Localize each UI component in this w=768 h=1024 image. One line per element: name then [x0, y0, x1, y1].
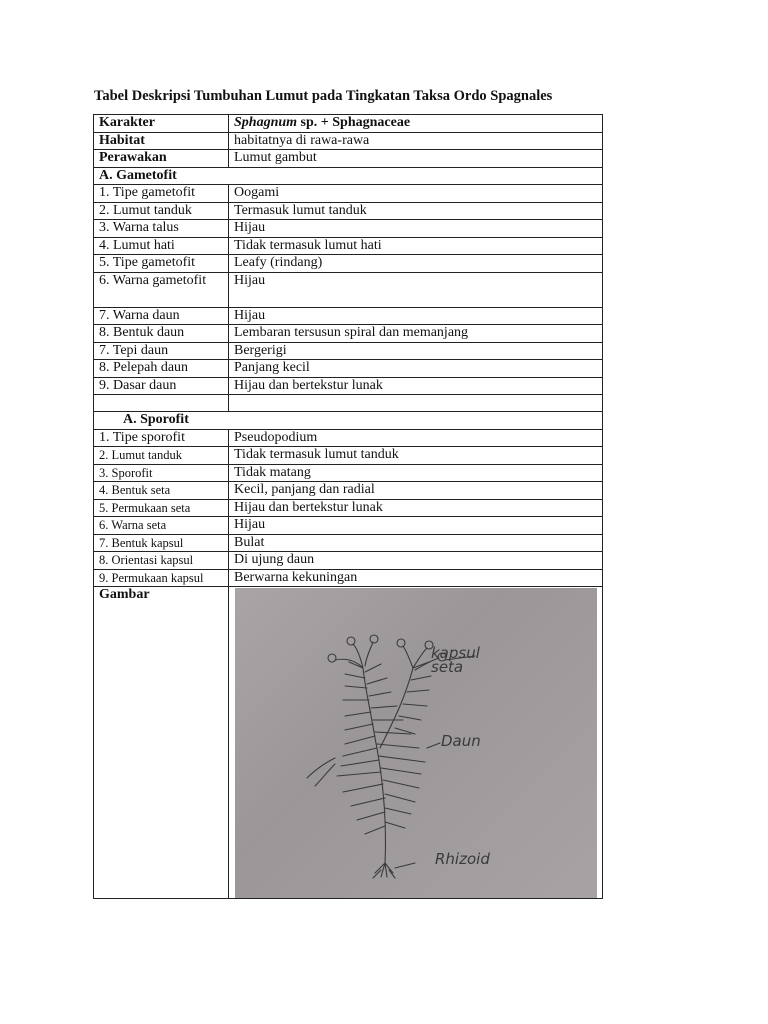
row-label: 7. Tepi daun — [94, 342, 229, 360]
row-value: Berwarna kekuningan — [229, 569, 603, 587]
table-row — [94, 464, 603, 482]
table-row — [94, 342, 603, 360]
row-label: 5. Permukaan seta — [94, 499, 229, 517]
row-label: 2. Lumut tanduk — [94, 202, 229, 220]
table-row — [94, 517, 603, 535]
row-value: Hijau — [229, 272, 603, 307]
capsule — [397, 639, 405, 647]
row-value: Termasuk lumut tanduk — [229, 202, 603, 220]
row-value: Lumut gambut — [229, 150, 603, 168]
seta — [403, 646, 413, 668]
row-label: 7. Warna daun — [94, 307, 229, 325]
row-value: Hijau — [229, 220, 603, 238]
row-value: Leafy (rindang) — [229, 255, 603, 273]
row-label: 8. Bentuk daun — [94, 325, 229, 343]
moss-sketch-photo — [235, 588, 597, 899]
taxon-rest: sp. + Sphagnaceae — [297, 115, 411, 130]
row-value: Di ujung daun — [229, 552, 603, 570]
table-row — [94, 377, 603, 395]
row-value: habitatnya di rawa-rawa — [229, 132, 603, 150]
row-value: Tidak termasuk lumut tanduk — [229, 447, 603, 465]
section-heading-gametofit: A. Gametofit — [94, 167, 603, 185]
label-daun: Daun — [441, 732, 481, 750]
row-label: Habitat — [94, 132, 229, 150]
leaf-cluster — [365, 664, 425, 828]
genus-name: Sphagnum — [234, 115, 298, 130]
table-row — [94, 185, 603, 203]
table-row — [94, 325, 603, 343]
row-label: 8. Orientasi kapsul — [94, 552, 229, 570]
table-row — [94, 569, 603, 587]
row-value: Kecil, panjang dan radial — [229, 482, 603, 500]
table-row — [94, 132, 603, 150]
table-row — [94, 482, 603, 500]
table-row — [94, 534, 603, 552]
table-row — [94, 552, 603, 570]
table-header-row — [94, 115, 603, 133]
row-label: 3. Warna talus — [94, 220, 229, 238]
blank-row — [94, 395, 603, 412]
row-label: 4. Bentuk seta — [94, 482, 229, 500]
table-row — [94, 150, 603, 168]
header-taxon — [229, 115, 603, 133]
table-row — [94, 237, 603, 255]
table-row — [94, 202, 603, 220]
row-label: 6. Warna gametofit — [94, 272, 229, 307]
label-seta: seta — [431, 658, 464, 676]
row-value: Panjang kecil — [229, 360, 603, 378]
leaf-cluster — [307, 758, 335, 786]
row-label: 8. Pelepah daun — [94, 360, 229, 378]
row-value: Oogami — [229, 185, 603, 203]
row-label: 9. Dasar daun — [94, 377, 229, 395]
capsule — [370, 635, 378, 643]
table-row — [94, 272, 603, 307]
description-table — [93, 114, 603, 899]
row-value: Tidak matang — [229, 464, 603, 482]
row-value: Bulat — [229, 534, 603, 552]
row-label: 1. Tipe gametofit — [94, 185, 229, 203]
table-row — [94, 360, 603, 378]
gambar-label: Gambar — [94, 587, 229, 899]
leaf-cluster — [337, 662, 385, 834]
row-value: Hijau — [229, 307, 603, 325]
row-label: 6. Warna seta — [94, 517, 229, 535]
row-value: Bergerigi — [229, 342, 603, 360]
header-karakter: Karakter — [94, 115, 229, 133]
table-row — [94, 447, 603, 465]
table-row — [94, 220, 603, 238]
row-label: 1. Tipe sporofit — [94, 429, 229, 447]
row-label: 2. Lumut tanduk — [94, 447, 229, 465]
rhizoid — [373, 863, 395, 878]
side-stem — [380, 668, 413, 748]
rhizoid-pointer — [395, 863, 415, 868]
row-value: Hijau — [229, 517, 603, 535]
capsule — [328, 654, 336, 662]
row-label: 4. Lumut hati — [94, 237, 229, 255]
image-row — [94, 587, 603, 899]
capsule — [347, 637, 355, 645]
row-value: Tidak termasuk lumut hati — [229, 237, 603, 255]
table-row — [94, 307, 603, 325]
row-label: 3. Sporofit — [94, 464, 229, 482]
table-row — [94, 429, 603, 447]
row-label: 7. Bentuk kapsul — [94, 534, 229, 552]
row-label: 9. Permukaan kapsul — [94, 569, 229, 587]
daun-pointer — [427, 743, 440, 748]
label-kapsul: kapsul — [431, 644, 480, 662]
seta — [365, 642, 373, 666]
blank-cell — [229, 395, 603, 412]
table-row — [94, 255, 603, 273]
gambar-cell — [229, 587, 603, 899]
row-value: Pseudopodium — [229, 429, 603, 447]
table-row — [94, 499, 603, 517]
row-label: 5. Tipe gametofit — [94, 255, 229, 273]
row-value: Lembaran tersusun spiral dan memanjang — [229, 325, 603, 343]
section-heading-sporofit: A. Sporofit — [94, 412, 603, 430]
row-label: Perawakan — [94, 150, 229, 168]
moss-sketch-drawing — [235, 588, 597, 899]
section-heading-row — [94, 412, 603, 430]
label-rhizoid: Rhizoid — [435, 850, 490, 868]
leaf-cluster — [395, 662, 431, 734]
row-value: Hijau dan bertekstur lunak — [229, 499, 603, 517]
document-title: Tabel Deskripsi Tumbuhan Lumut pada Tingkatan Taksa Ordo Spagnales — [94, 88, 553, 104]
row-value: Hijau dan bertekstur lunak — [229, 377, 603, 395]
section-heading-row — [94, 167, 603, 185]
blank-cell — [94, 395, 229, 412]
